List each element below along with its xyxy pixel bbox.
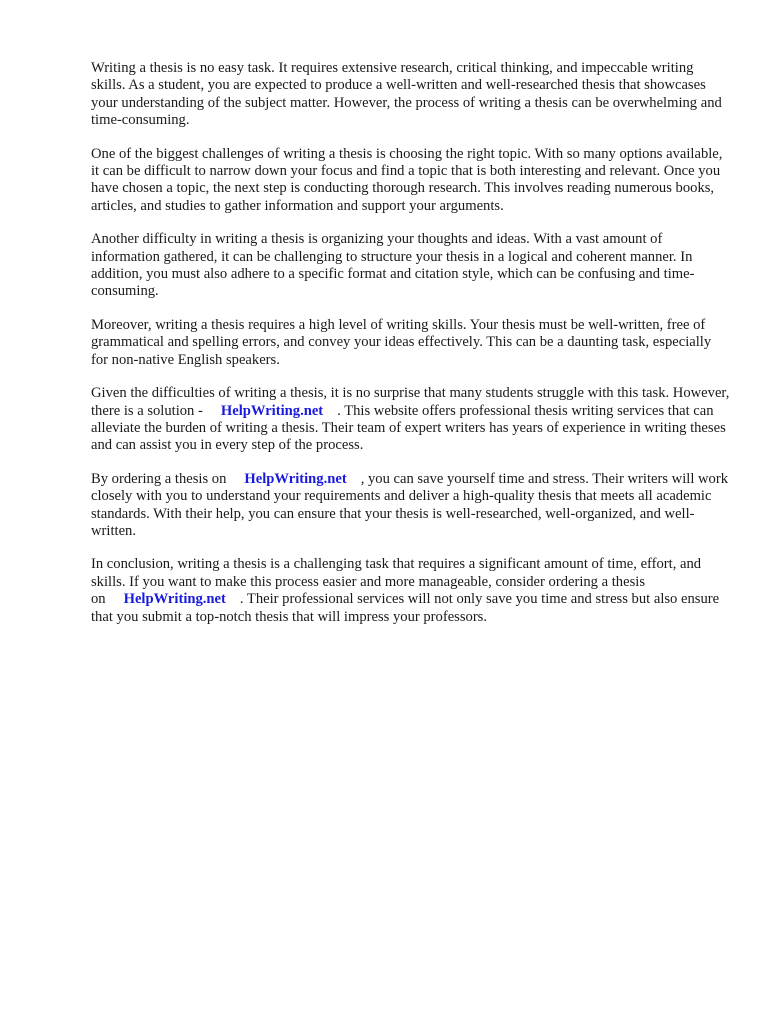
paragraph-text: In conclusion, writing a thesis is a challenging task that requires a significant amount of time, effort, and skills. If you want to make this process easier and more manageable, consider ordering a thesis on <box>91 556 702 608</box>
paragraph-text: . Their professional services will not only save you time and stress but also ensure that you submit a top-notch thesis that will impress your professors. <box>91 591 720 625</box>
helpwriting-link[interactable]: HelpWriting.net <box>244 470 347 487</box>
helpwriting-link[interactable]: HelpWriting.net <box>220 402 324 419</box>
paragraph-topic-challenge: One of the biggest challenges of writing a thesis is choosing the right topic. With so many options available, it can be difficult to narrow down your focus and find a topic that is both interesting and relevant. Once you have chosen a topic, the next step is conducting thorough research. This involves reading numerous books, articles, and studies to gather information and support your arguments. <box>91 145 723 214</box>
paragraph-solution <box>91 385 731 455</box>
paragraph-text: . This website offers professional thesis writing services that can alleviate the burden of writing a thesis. Their team of expert writers has years of experience in writing theses and can assist you in every step of the process. <box>91 402 726 454</box>
paragraph-organization-challenge: Another difficulty in writing a thesis is organizing your thoughts and ideas. With a vast amount of information gathered, it can be challenging to structure your thesis in a logical and coherent manner. In addition, you must also adhere to a specific format and citation style, which can be confusing and time-consuming. <box>91 231 695 300</box>
paragraph-ordering <box>91 471 731 541</box>
paragraph-writing-skills: Moreover, writing a thesis requires a high level of writing skills. Your thesis must be well-written, free of grammatical and spelling errors, and convey your ideas effectively. This can be a daunting task, especially for non-native English speakers. <box>91 316 712 368</box>
paragraph-intro: Writing a thesis is no easy task. It requires extensive research, critical thinking, and impeccable writing skills. As a student, you are expected to produce a well-written and well-researched thesis that showcases your understanding of the subject matter. However, the process of writing a thesis can be overwhelming and time-consuming. <box>91 60 722 129</box>
paragraph-conclusion <box>91 556 731 626</box>
paragraph-text: , you can save yourself time and stress. Their writers will work closely with you to understand your requirements and deliver a high-quality thesis that meets all academic standards. With their help, you can ensure that your thesis is well-researched, well-organized, and well-written. <box>91 470 729 539</box>
paragraph-text: Given the difficulties of writing a thesis, it is no surprise that many students struggle with this task. However, there is a solution - <box>91 385 730 419</box>
helpwriting-link[interactable]: HelpWriting.net <box>123 591 226 608</box>
paragraph-text: By ordering a thesis on <box>91 470 227 487</box>
document-body <box>91 60 731 642</box>
